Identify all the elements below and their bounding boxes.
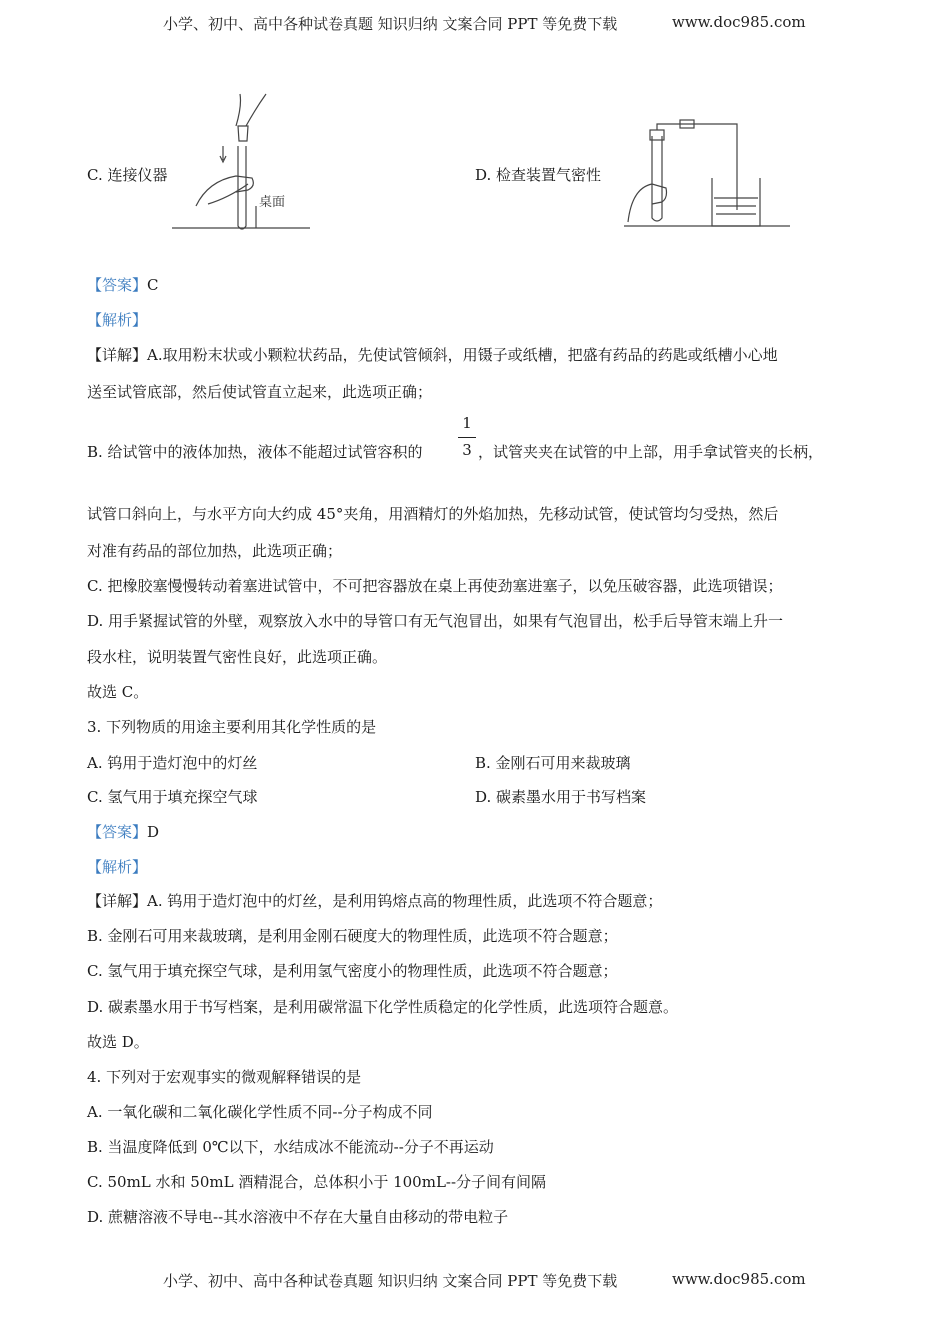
page-header-text: 小学、初中、高中各种试卷真题 知识归纳 文案合同 PPT 等免费下载 [163,15,618,33]
figure-c-connect-apparatus [168,86,318,234]
q2-detail-a2: 送至试管底部，然后使试管直立起来，此选项正确； [87,383,433,401]
q2-detail-a1 [87,344,778,365]
q3-option-a: A. 钨用于造灯泡中的灯丝 [87,754,258,772]
page-footer-url: www.doc985.com [672,1270,806,1288]
fraction-numerator: 1 [462,414,472,432]
q4-stem: 4. 下列对于宏观事实的微观解释错误的是 [87,1068,362,1086]
q3-option-c: C. 氢气用于填充探空气球 [87,788,258,806]
q4-option-a: A. 一氧化碳和二氧化碳化学性质不同--分子构成不同 [87,1103,433,1121]
q2-detail-b1-post: ，试管夹夹在试管的中上部，用手拿试管夹的长柄， [478,443,824,461]
q4-option-c: C. 50mL 水和 50mL 酒精混合，总体积小于 100mL--分子间有间隔 [87,1173,547,1191]
q3-detail-c: C. 氢气用于填充探空气球，是利用氢气密度小的物理性质，此选项不符合题意； [87,962,618,980]
q4-option-d: D. 蔗糖溶液不导电--其水溶液中不存在大量自由移动的带电粒子 [87,1208,509,1226]
q2-detail-d2: 段水柱，说明装置气密性良好，此选项正确。 [87,648,388,666]
q3-analysis-tag: 【解析】 [87,858,148,876]
page-footer-text: 小学、初中、高中各种试卷真题 知识归纳 文案合同 PPT 等免费下载 [163,1272,618,1290]
fraction-bar [458,437,476,438]
detail-text: A.取用粉末状或小颗粒状药品，先使试管倾斜，用镊子或纸槽，把盛有药品的药匙或纸槽小心地 [147,346,778,364]
q3-conclusion: 故选 D。 [87,1033,149,1051]
figure-d-airtightness-check [622,118,792,230]
q2-detail-c: C. 把橡胶塞慢慢转动着塞进试管中，不可把容器放在桌上再使劲塞进塞子，以免压破容器，此选项错误； [87,577,783,595]
q3-answer [87,821,159,842]
q4-option-b: B. 当温度降低到 0℃以下，水结成冰不能流动--分子不再运动 [87,1138,494,1156]
q3-detail-b: B. 金刚石可用来裁玻璃，是利用金刚石硬度大的物理性质，此选项不符合题意； [87,927,618,945]
q2-detail-b2: 试管口斜向上，与水平方向大约成 45°夹角，用酒精灯的外焰加热，先移动试管，使试管均匀受热，然后 [87,505,779,523]
answer-value: C [147,276,159,294]
detail-tag: 【详解】 [87,892,148,910]
figure-c-label: C. 连接仪器 [87,166,168,184]
q2-detail-d1: D. 用手紧握试管的外壁，观察放入水中的导管口有无气泡冒出，如果有气泡冒出，松手后导管末端上升一 [87,612,784,630]
detail-tag: 【详解】 [87,346,148,364]
q3-option-b: B. 金刚石可用来裁玻璃 [475,754,631,772]
figure-d-label: D. 检查装置气密性 [475,166,602,184]
q2-detail-b1 [87,441,423,462]
fraction-denominator: 3 [462,441,472,459]
answer-tag: 【答案】 [87,823,148,841]
q3-detail-d: D. 碳素墨水用于书写档案，是利用碳常温下化学性质稳定的化学性质，此选项符合题意。 [87,998,679,1016]
figure-c-desk-label: 桌面 [259,195,286,210]
q2-analysis-tag: 【解析】 [87,311,148,329]
detail-b-pre: B. 给试管中的液体加热，液体不能超过试管容积的 [87,443,423,461]
q2-detail-b3: 对准有药品的部位加热，此选项正确； [87,542,343,560]
page-header-url: www.doc985.com [672,13,806,31]
detail-text: A. 钨用于造灯泡中的灯丝，是利用钨熔点高的物理性质，此选项不符合题意； [147,892,663,910]
answer-tag: 【答案】 [87,276,148,294]
q2-answer [87,274,159,295]
q3-option-d: D. 碳素墨水用于书写档案 [475,788,647,806]
q3-stem: 3. 下列物质的用途主要利用其化学性质的是 [87,718,377,736]
answer-value: D [147,823,160,841]
q3-detail-a [87,890,662,911]
q2-conclusion: 故选 C。 [87,683,149,701]
